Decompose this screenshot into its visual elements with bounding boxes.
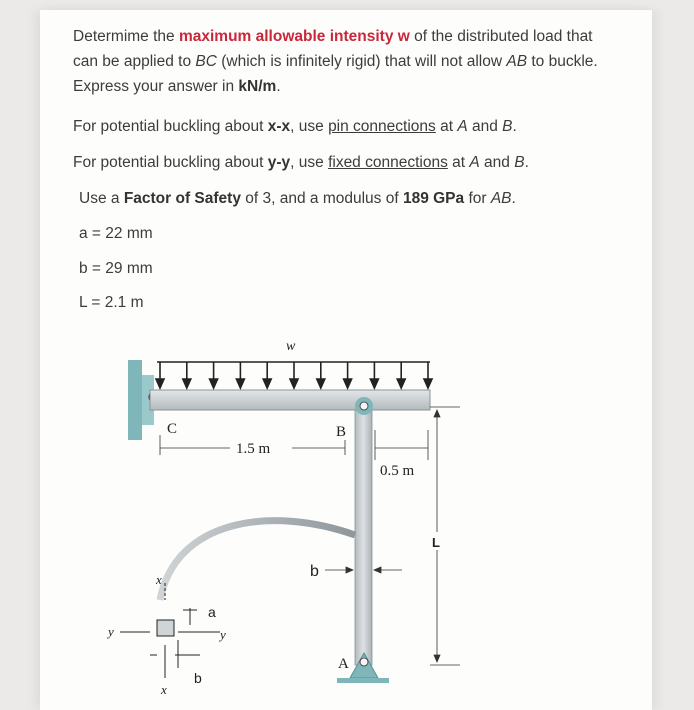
section-leader-curve [160, 521, 355, 600]
given-L: L = 2.1 m [79, 294, 144, 311]
factor-of-safety-note: Use a Factor of Safety of 3, and a modulus of 189 GPa for AB. [79, 190, 516, 207]
load-arrow-head [397, 379, 405, 388]
axis-y-right: y [220, 627, 226, 642]
load-arrow-head [263, 379, 271, 388]
pin-connections-text: pin connections [328, 118, 436, 135]
distributed-load [156, 362, 432, 388]
dimension-overhang [375, 430, 428, 460]
axis-x-top: x [156, 572, 162, 587]
load-arrow-head [344, 379, 352, 388]
axis-y-left: y [108, 624, 114, 639]
load-arrow-head [317, 379, 325, 388]
yy-buckling-note: For potential buckling about y-y, use fixed connections at A and B. [73, 154, 529, 171]
problem-line-1: Determime the maximum allowable intensity w of the distributed load that [73, 28, 593, 45]
load-arrow-head [210, 379, 218, 388]
dim-a-label: a [208, 604, 216, 620]
label-b: B [336, 424, 347, 440]
column-ab [355, 410, 372, 665]
load-arrow-head [370, 379, 378, 388]
given-b: b = 29 mm [79, 260, 153, 277]
pin-b [355, 397, 373, 415]
fixed-connections-text: fixed connections [328, 154, 448, 171]
rigid-beam-bc [150, 390, 430, 410]
xx-buckling-note: For potential buckling about x-x, use pin connections at A and B. [73, 118, 517, 135]
axis-x-bottom: x [161, 682, 167, 697]
dim-b-label: b [310, 563, 319, 580]
dim-bc-label: 1.5 m [236, 441, 271, 457]
dim-overhang-label: 0.5 m [380, 463, 415, 479]
given-a: a = 22 mm [79, 225, 153, 242]
load-arrow-head [236, 379, 244, 388]
label-a: A [338, 656, 349, 672]
load-arrow-head [290, 379, 298, 388]
load-arrow-head [424, 379, 432, 388]
problem-line-2: can be applied to BC (which is infinitely rigid) that will not allow AB to buckle. [73, 53, 598, 70]
dim-b-label-cs: b [194, 670, 202, 686]
load-arrow-head [156, 379, 164, 388]
problem-line-3: Express your answer in kN/m. [73, 78, 281, 95]
load-label-w: w [286, 339, 296, 354]
dim-L-label: L [432, 535, 440, 550]
cross-section [120, 583, 220, 678]
label-c: C [167, 421, 178, 437]
load-arrow-head [183, 379, 191, 388]
